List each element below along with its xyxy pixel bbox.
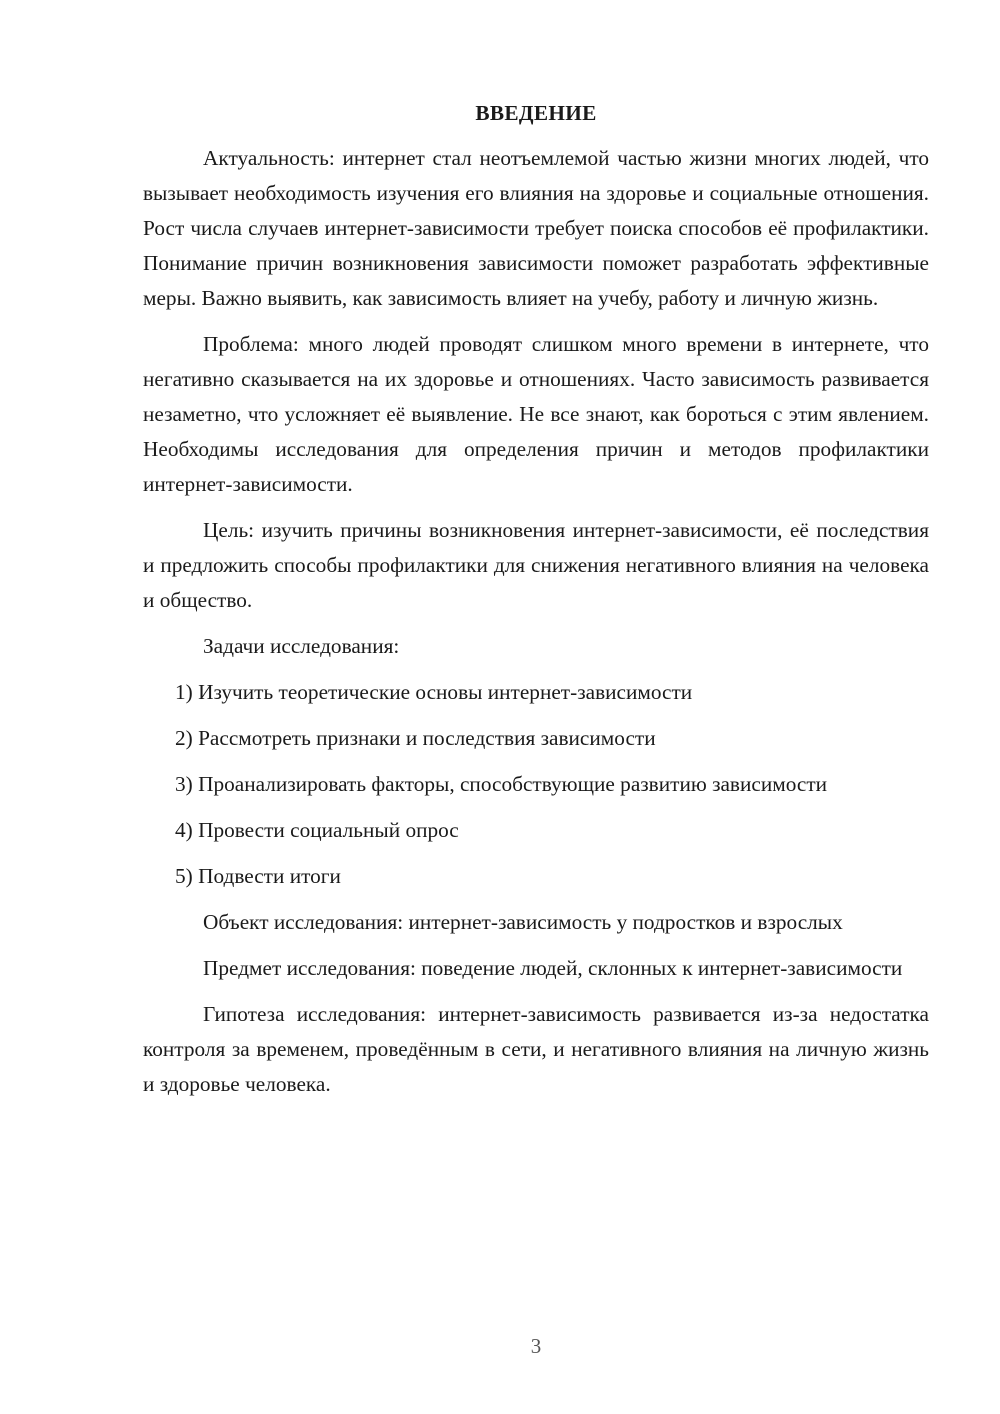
paragraph-hypothesis: Гипотеза исследования: интернет-зависимость развивается из-за недостатка контроля за временем, проведённым в сети, и негативного влияния на личную жизнь и здоровье человека.: [143, 1002, 929, 1096]
paragraph-relevance: Актуальность: интернет стал неотъемлемой частью жизни многих людей, что вызывает необходимость изучения его влияния на здоровье и социальные отношения. Рост числа случаев интернет-зависимости требует поиска способов её профилактики. Понимание причин возникновения зависимости поможет разработать эффективные меры. Важно выявить, как зависимость влияет на учебу, работу и личную жизнь.: [143, 146, 929, 310]
page-title: ВВЕДЕНИЕ: [475, 101, 597, 125]
paragraph-problem: Проблема: много людей проводят слишком много времени в интернете, что негативно сказывается на их здоровье и отношениях. Часто зависимость развивается незаметно, что усложняет её выявление. Не все знают, как бороться с этим явлением. Необходимы исследования для определения причин и методов профилактики интернет-зависимости.: [143, 332, 929, 496]
task-item: 3) Проанализировать факторы, способствующие развитию зависимости: [175, 772, 828, 796]
document-page: [143, 96, 929, 1113]
paragraph-goal: Цель: изучить причины возникновения интернет-зависимости, её последствия и предложить способы профилактики для снижения негативного влияния на человека и общество.: [143, 518, 929, 612]
task-item: 2) Рассмотреть признаки и последствия зависимости: [175, 726, 656, 750]
tasks-heading: Задачи исследования:: [203, 634, 400, 658]
task-item: 1) Изучить теоретические основы интернет-зависимости: [175, 680, 693, 704]
task-item: 5) Подвести итоги: [175, 864, 341, 888]
page-number: 3: [530, 1334, 542, 1358]
paragraph-object: Объект исследования: интернет-зависимость у подростков и взрослых: [203, 910, 843, 934]
task-item: 4) Провести социальный опрос: [175, 818, 459, 842]
paragraph-subject: Предмет исследования: поведение людей, склонных к интернет-зависимости: [203, 956, 903, 980]
